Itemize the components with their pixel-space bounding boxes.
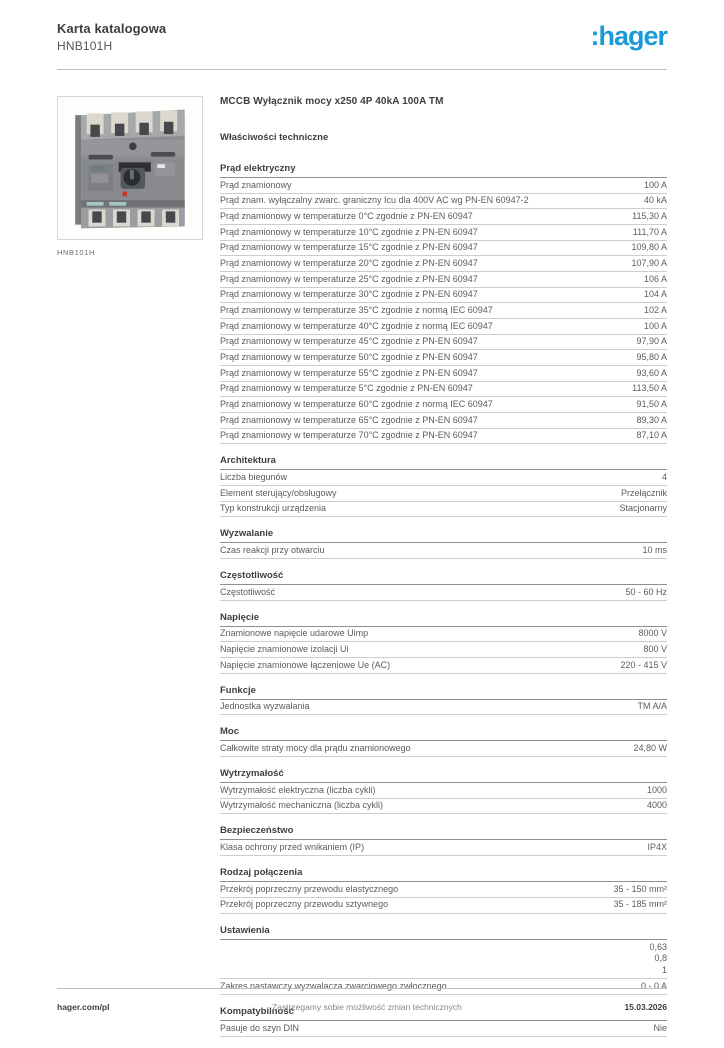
spec-value: TM A/A (637, 701, 667, 712)
section-rows (220, 470, 667, 517)
spec-value: 113,50 A (632, 383, 667, 394)
spec-row (220, 319, 667, 335)
section-title: Napięcie (220, 612, 667, 627)
spec-label: Czas reakcji przy otwarciu (220, 545, 325, 556)
section-rows (220, 840, 667, 856)
spec-section (220, 570, 667, 601)
tech-properties-heading: Właściwości techniczne (220, 132, 329, 143)
spec-label: Znamionowe napięcie udarowe Uimp (220, 628, 369, 639)
spec-label: Typ konstrukcji urządzenia (220, 503, 327, 514)
spec-label: Napięcie znamionowe łączeniowe Ue (AC) (220, 659, 391, 670)
spec-label: Prąd znamionowy w temperaturze 30°C zgodnie z PN-EN 60947 (220, 289, 478, 300)
section-rows (220, 178, 667, 444)
spec-row (220, 700, 667, 716)
product-image-column (57, 96, 203, 1048)
spec-label: Prąd znamionowy w temperaturze 40°C zgodnie z normą IEC 60947 (220, 320, 493, 331)
section-rows (220, 585, 667, 601)
spec-row (220, 209, 667, 225)
spec-value: 106 A (643, 273, 667, 284)
spec-label: Prąd znamionowy w temperaturze 15°C zgodnie z PN-EN 60947 (220, 242, 478, 253)
spec-sections (220, 163, 667, 1037)
spec-label: Prąd znam. wyłączalny zwarc. graniczny Icu dla 400V AC wg PN-EN 60947-2 (220, 195, 529, 206)
spec-value: IP4X (647, 842, 667, 853)
section-title: Moc (220, 726, 667, 741)
spec-value: 100 A (643, 179, 667, 190)
spec-value: 4000 (646, 800, 667, 811)
section-title: Ustawienia (220, 925, 667, 940)
section-title: Częstotliwość (220, 570, 667, 585)
spec-label: Zakres nastawczy wyzwalacza zwarciowego zwłocznego (220, 980, 447, 991)
spec-label: Prąd znamionowy (220, 179, 292, 190)
spec-value: 95,80 A (636, 351, 667, 362)
spec-row (220, 413, 667, 429)
spec-row (220, 194, 667, 210)
section-rows (220, 783, 667, 814)
spec-label: Jednostka wyzwalania (220, 701, 310, 712)
spec-label: Klasa ochrony przed wnikaniem (IP) (220, 842, 365, 853)
spec-label: Prąd znamionowy w temperaturze 20°C zgodnie z PN-EN 60947 (220, 257, 478, 268)
spec-label: Prąd znamionowy w temperaturze 70°C zgodnie z PN-EN 60947 (220, 430, 478, 441)
spec-value: 97,90 A (636, 336, 667, 347)
section-title: Wyzwalanie (220, 528, 667, 543)
section-rows (220, 700, 667, 716)
spec-row (220, 1021, 667, 1037)
spec-row (220, 882, 667, 898)
spec-value: Przełącznik (620, 487, 667, 498)
spec-section (220, 825, 667, 856)
spec-value: 220 - 415 V (620, 659, 667, 670)
spec-row (220, 382, 667, 398)
section-title: Wytrzymałość (220, 768, 667, 783)
spec-row (220, 840, 667, 856)
footer-website: hager.com/pl (57, 1002, 110, 1012)
spec-section (220, 867, 667, 913)
spec-label: Przekrój poprzeczny przewodu elastycznego (220, 883, 399, 894)
spec-value: 50 - 60 Hz (625, 586, 667, 597)
spec-label: Wytrzymałość mechaniczna (liczba cykli) (220, 800, 383, 811)
spec-row (220, 741, 667, 757)
spec-value: 24,80 W (633, 743, 667, 754)
spec-label: Prąd znamionowy w temperaturze 45°C zgodnie z PN-EN 60947 (220, 336, 478, 347)
spec-row (220, 303, 667, 319)
spec-label: Prąd znamionowy w temperaturze 65°C zgodnie z PN-EN 60947 (220, 414, 478, 425)
document-type: Karta katalogowa (57, 21, 167, 36)
spec-value: 115,30 A (632, 210, 667, 221)
spec-value: 40 kA (643, 195, 667, 206)
spec-label: Prąd znamionowy w temperaturze 55°C zgodnie z PN-EN 60947 (220, 367, 478, 378)
spec-value: 10 ms (642, 545, 667, 556)
spec-row (220, 898, 667, 914)
circuit-breaker-product-image (64, 102, 196, 234)
spec-row (220, 272, 667, 288)
page-footer (57, 988, 667, 1012)
spec-label: Przekrój poprzeczny przewodu sztywnego (220, 899, 389, 910)
spec-row (220, 585, 667, 601)
spec-label: Prąd znamionowy w temperaturze 5°C zgodnie z PN-EN 60947 (220, 383, 473, 394)
footer-date: 15.03.2026 (624, 1002, 667, 1012)
section-title: Prąd elektryczny (220, 163, 667, 178)
spec-value: 1000 (646, 784, 667, 795)
spec-section (220, 612, 667, 674)
spec-row (220, 486, 667, 502)
spec-value: 104 A (643, 289, 667, 300)
section-rows (220, 627, 667, 674)
product-image-frame (57, 96, 203, 240)
main-content (0, 70, 724, 1048)
spec-section (220, 726, 667, 757)
section-rows (220, 543, 667, 559)
spec-label: Prąd znamionowy w temperaturze 35°C zgodnie z normą IEC 60947 (220, 304, 493, 315)
spec-row (220, 241, 667, 257)
spec-value: 107,90 A (631, 257, 667, 268)
spec-label: Prąd znamionowy w temperaturze 25°C zgodnie z PN-EN 60947 (220, 273, 478, 284)
spec-label: Prąd znamionowy w temperaturze 50°C zgodnie z PN-EN 60947 (220, 351, 478, 362)
spec-label: Napięcie znamionowe izolacji Ui (220, 644, 349, 655)
section-title: Kompatybilność (220, 1006, 667, 1021)
section-rows (220, 1021, 667, 1037)
spec-section (220, 685, 667, 716)
section-rows (220, 940, 667, 995)
spec-label: Całkowite straty mocy dla prądu znamionowego (220, 743, 411, 754)
footer-disclaimer: Zastrzegamy sobie możliwość zmian technicznych (271, 1002, 462, 1012)
spec-value: 102 A (643, 304, 667, 315)
spec-row (220, 366, 667, 382)
spec-label: Liczba biegunów (220, 472, 288, 483)
spec-row (220, 225, 667, 241)
spec-row (220, 470, 667, 486)
spec-label: Element sterujący/obsługowy (220, 487, 337, 498)
spec-label: Wytrzymałość elektryczna (liczba cykli) (220, 784, 376, 795)
spec-value: 0 - 0 A (640, 980, 667, 991)
spec-section (220, 163, 667, 444)
spec-label: Prąd znamionowy w temperaturze 10°C zgodnie z PN-EN 60947 (220, 226, 478, 237)
product-image-caption: HNB101H (57, 248, 95, 257)
spec-row (220, 288, 667, 304)
spec-value: 109,80 A (631, 242, 667, 253)
spec-value: Nie (653, 1022, 667, 1033)
section-title: Architektura (220, 455, 667, 470)
spec-row (220, 627, 667, 643)
spec-value: 35 - 150 mm² (613, 883, 667, 894)
spec-label: Pasuje do szyn DIN (220, 1022, 300, 1033)
spec-row (220, 429, 667, 445)
spec-section (220, 528, 667, 559)
spec-row (220, 642, 667, 658)
section-rows (220, 882, 667, 913)
spec-row (220, 543, 667, 559)
spec-row (220, 940, 667, 980)
section-title: Bezpieczeństwo (220, 825, 667, 840)
spec-row (220, 397, 667, 413)
spec-row (220, 350, 667, 366)
spec-column (220, 96, 667, 1048)
spec-value: 87,10 A (636, 430, 667, 441)
spec-row (220, 799, 667, 815)
header-titles (57, 21, 166, 53)
spec-row (220, 178, 667, 194)
spec-label: Prąd znamionowy w temperaturze 0°C zgodnie z PN-EN 60947 (220, 210, 473, 221)
spec-value: 4 (661, 472, 667, 483)
spec-section (220, 925, 667, 995)
spec-value: 89,30 A (636, 414, 667, 425)
spec-label: Prąd znamionowy w temperaturze 60°C zgodnie z normą IEC 60947 (220, 399, 493, 409)
spec-value: 800 V (643, 644, 667, 655)
spec-value: 91,50 A (636, 399, 667, 409)
spec-value: 111,70 A (632, 226, 667, 237)
section-title: Rodzaj połączenia (220, 867, 667, 882)
spec-section (220, 768, 667, 814)
hager-logo: :hager (590, 21, 667, 51)
spec-value: 100 A (643, 320, 667, 331)
spec-row (220, 502, 667, 518)
spec-value: 93,60 A (636, 367, 667, 378)
product-code: HNB101H (57, 39, 113, 53)
spec-row (220, 783, 667, 799)
spec-row (220, 335, 667, 351)
spec-row (220, 256, 667, 272)
product-title: MCCB Wyłącznik mocy x250 4P 40kA 100A TM (220, 96, 444, 107)
section-rows (220, 741, 667, 757)
spec-value: 8000 V (638, 628, 667, 639)
page-header (0, 0, 724, 53)
spec-section (220, 455, 667, 517)
spec-row (220, 658, 667, 674)
section-title: Funkcje (220, 685, 667, 700)
spec-value: Stacjonarny (619, 503, 667, 514)
spec-label: Częstotliwość (220, 586, 276, 597)
spec-value: 0,63 0,8 1 (649, 942, 667, 975)
spec-value: 35 - 185 mm² (613, 899, 667, 910)
